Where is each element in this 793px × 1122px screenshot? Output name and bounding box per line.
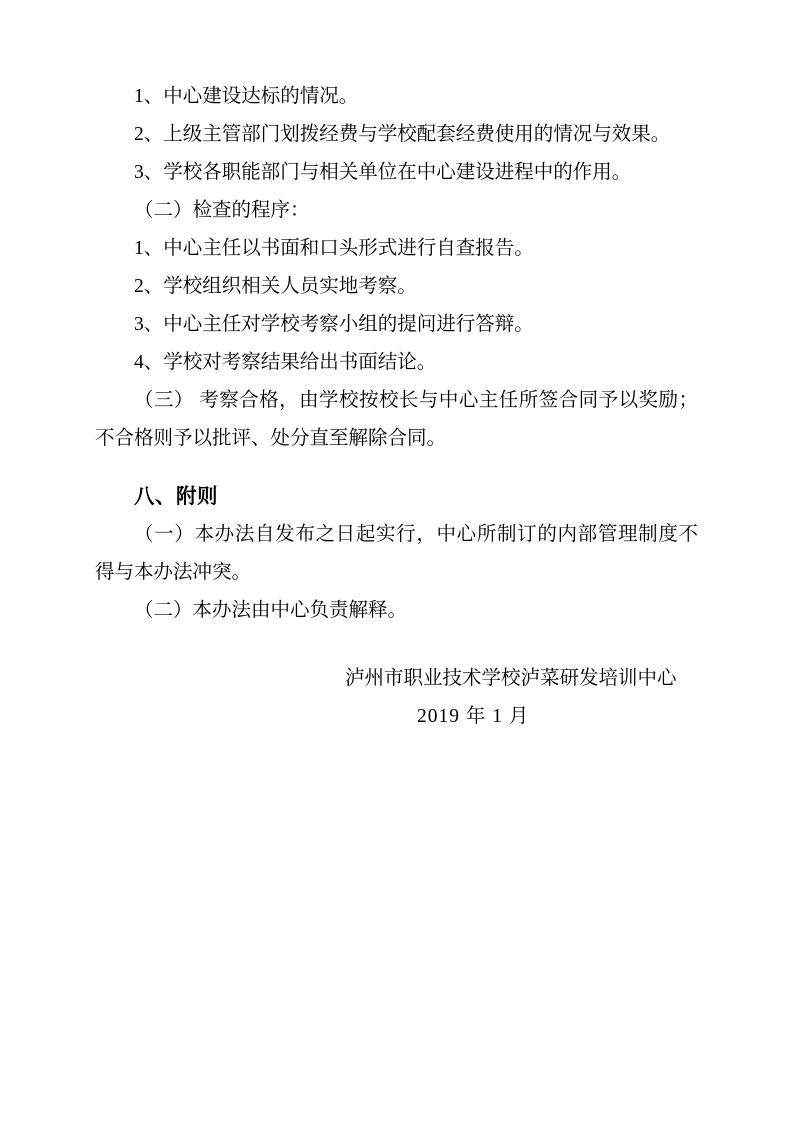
- paragraph-procedure-title: （二）检查的程序：: [134, 200, 310, 221]
- paragraph-inspection-item-2: 2、上级主管部门划拨经费与学校配套经费使用的情况与效果。: [134, 124, 671, 145]
- section-heading-appendix: 八、附则: [134, 486, 218, 508]
- paragraph-procedure-step-3: 3、中心主任对学校考察小组的提问进行答辩。: [134, 314, 534, 335]
- paragraph-appendix-2: （二）本办法由中心负责解释。: [134, 600, 408, 621]
- signature-organization: 泸州市职业技术学校泸菜研发培训中心: [345, 668, 677, 689]
- signature-block: [95, 660, 698, 736]
- paragraph-procedure-step-2: 2、学校组织相关人员实地考察。: [134, 276, 417, 297]
- spacer-before-heading: [95, 458, 698, 478]
- paragraph-procedure-step-1: 1、中心主任以书面和口头形式进行自查报告。: [134, 238, 534, 259]
- signature-date: 2019 年 1 月: [417, 706, 530, 727]
- paragraph-procedure-step-4: 4、学校对考察结果给出书面结论。: [134, 352, 437, 373]
- paragraph-inspection-item-3: 3、学校各职能部门与相关单位在中心建设进程中的作用。: [134, 162, 632, 183]
- paragraph-reward-clause: （三） 考察合格，由学校按校长与中心主任所签合同予以奖励；不合格则予以批评、处分直至解除合同。: [95, 390, 698, 449]
- paragraph-inspection-item-1: 1、中心建设达标的情况。: [134, 86, 359, 107]
- paragraph-appendix-1: （一）本办法自发布之日起实行，中心所制订的内部管理制度不得与本办法冲突。: [95, 524, 698, 583]
